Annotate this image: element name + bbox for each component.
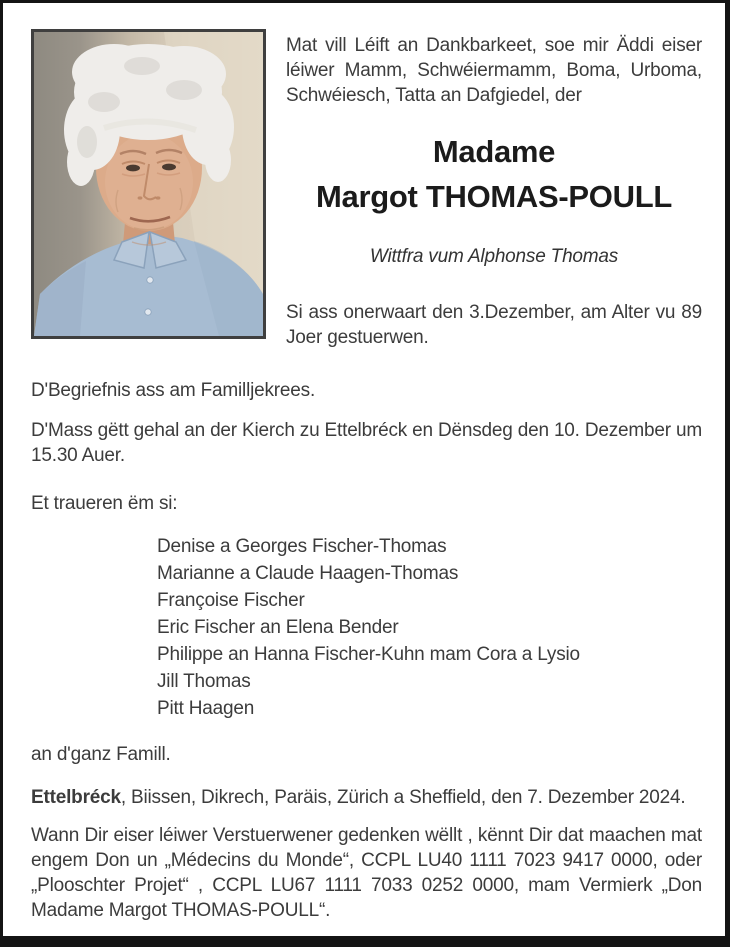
intro-paragraph: Mat vill Léift an Dankbarkeet, soe mir Äddi eiser léiwer Mamm, Schwéiermamm, Boma, Urboma, Schwéiesch, Tatta an Dafgiedel, der	[286, 35, 702, 106]
list-item: Françoise Fischer	[157, 590, 305, 611]
deceased-name-title	[286, 129, 702, 219]
mass-line: D'Mass gëtt gehal an der Kierch zu Ettelbréck en Dënsdeg den 10. Dezember um 15.30 Auer.	[31, 420, 702, 466]
top-section	[31, 29, 702, 350]
header-text-column	[286, 29, 702, 350]
list-item: Philippe an Hanna Fischer-Kuhn mam Cora a Lysio	[157, 644, 580, 665]
family-line: an d'ganz Famill.	[31, 744, 171, 765]
title-full-name: Margot THOMAS-POULL	[316, 179, 672, 214]
places-rest: , Biissen, Dikrech, Paräis, Zürich a Sheffield, den 7. Dezember 2024.	[120, 787, 686, 808]
list-item: Denise a Georges Fischer-Thomas	[157, 536, 447, 557]
portrait-photo	[31, 29, 266, 339]
list-item: Jill Thomas	[157, 671, 251, 692]
place-city-bold: Ettelbréck	[31, 787, 121, 808]
mourners-list	[31, 533, 702, 722]
death-announcement: Si ass onerwaart den 3.Dezember, am Alter vu 89 Joer gestuerwen.	[286, 302, 702, 348]
places-date-line	[31, 785, 702, 810]
list-item: Eric Fischer an Elena Bender	[157, 617, 399, 638]
donation-paragraph: Wann Dir eiser léiwer Verstuerwener gedenken wëllt , kënnt Dir dat maachen mat engem Don un „Médecins du Monde“, CCPL LU40 1111 7023 9417 0000, oder „Plooschter Projet“ , CCPL LU67 1111 7033 0252 0000, mam Vermierk „Don Madame Margot THOMAS-POULL“.	[31, 825, 702, 921]
list-item: Marianne a Claude Haagen-Thomas	[157, 563, 459, 584]
list-item: Pitt Haagen	[157, 698, 255, 719]
burial-line: D'Begriefnis ass am Familljekrees.	[31, 380, 316, 401]
portrait-illustration	[34, 32, 263, 336]
widow-subtitle: Wittfra vum Alphonse Thomas	[369, 246, 619, 267]
mourners-intro: Et traueren ëm si:	[31, 493, 178, 514]
title-madame: Madame	[432, 134, 556, 169]
